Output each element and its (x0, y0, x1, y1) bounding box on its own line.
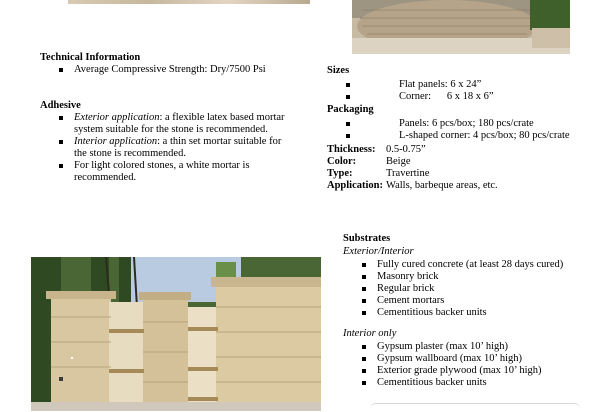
list-item: L-shaped corner: 4 pcs/box; 80 pcs/crate (327, 130, 599, 142)
list-item: Exterior application: a flexible latex based mortar system suitable for the stone is recommended. (40, 112, 290, 136)
interior-substrates-list (343, 341, 600, 389)
product-photo-top-right (352, 0, 570, 54)
product-photo-wall (31, 257, 321, 411)
list-item: Corner: 6 x 18 x 6” (327, 91, 599, 103)
adhesive-heading: Adhesive (40, 100, 81, 111)
technical-heading: Technical Information (40, 52, 141, 63)
list-item: Cementitious backer units (343, 307, 600, 319)
adhesive-section (40, 100, 290, 184)
list-item: Average Compressive Strength: Dry/7500 Psi (40, 64, 310, 76)
spec-row-type: Type: Travertine (327, 168, 430, 179)
substrates-heading: Substrates (343, 233, 391, 244)
sizes-list (327, 79, 599, 103)
list-item: Interior application: a thin set mortar suitable for the stone is recommended. (40, 136, 290, 160)
exterior-substrates-list (343, 259, 600, 319)
product-photo-top-left (68, 0, 310, 4)
spec-row-application: Application: Walls, barbeque areas, etc. (327, 180, 498, 191)
list-item: Panels: 6 pcs/box; 180 pcs/crate (327, 118, 599, 130)
spec-row-color: Color: Beige (327, 156, 411, 167)
list-item: Exterior grade plywood (max 10’ high) (343, 365, 600, 377)
spec-row-thickness: Thickness: 0.5-0.75” (327, 144, 426, 155)
list-item: Flat panels: 6 x 24” (327, 79, 599, 91)
exterior-application-label: Exterior application (74, 112, 160, 123)
list-item: Cementitious backer units (343, 377, 600, 389)
sizes-section (327, 65, 599, 103)
list-item: Gypsum wallboard (max 10’ high) (343, 353, 600, 365)
packaging-section (327, 104, 599, 142)
substrates-section (343, 233, 600, 245)
list-item: Cement mortars (343, 295, 600, 307)
technical-list (40, 64, 310, 76)
packaging-heading: Packaging (327, 104, 374, 115)
adhesive-list (40, 112, 290, 184)
list-item: Masonry brick (343, 271, 600, 283)
interior-application-label: Interior application (74, 136, 158, 147)
packaging-list (327, 118, 599, 142)
specs-table (327, 144, 599, 192)
technical-section (40, 52, 310, 76)
list-item: Gypsum plaster (max 10’ high) (343, 341, 600, 353)
exterior-interior-label: Exterior/Interior (343, 246, 414, 257)
sizes-heading: Sizes (327, 65, 350, 76)
interior-only-label: Interior only (343, 328, 397, 339)
list-item: Fully cured concrete (at least 28 days cured) (343, 259, 600, 271)
list-item: Regular brick (343, 283, 600, 295)
list-item: For light colored stones, a white mortar is recommended. (40, 160, 290, 184)
